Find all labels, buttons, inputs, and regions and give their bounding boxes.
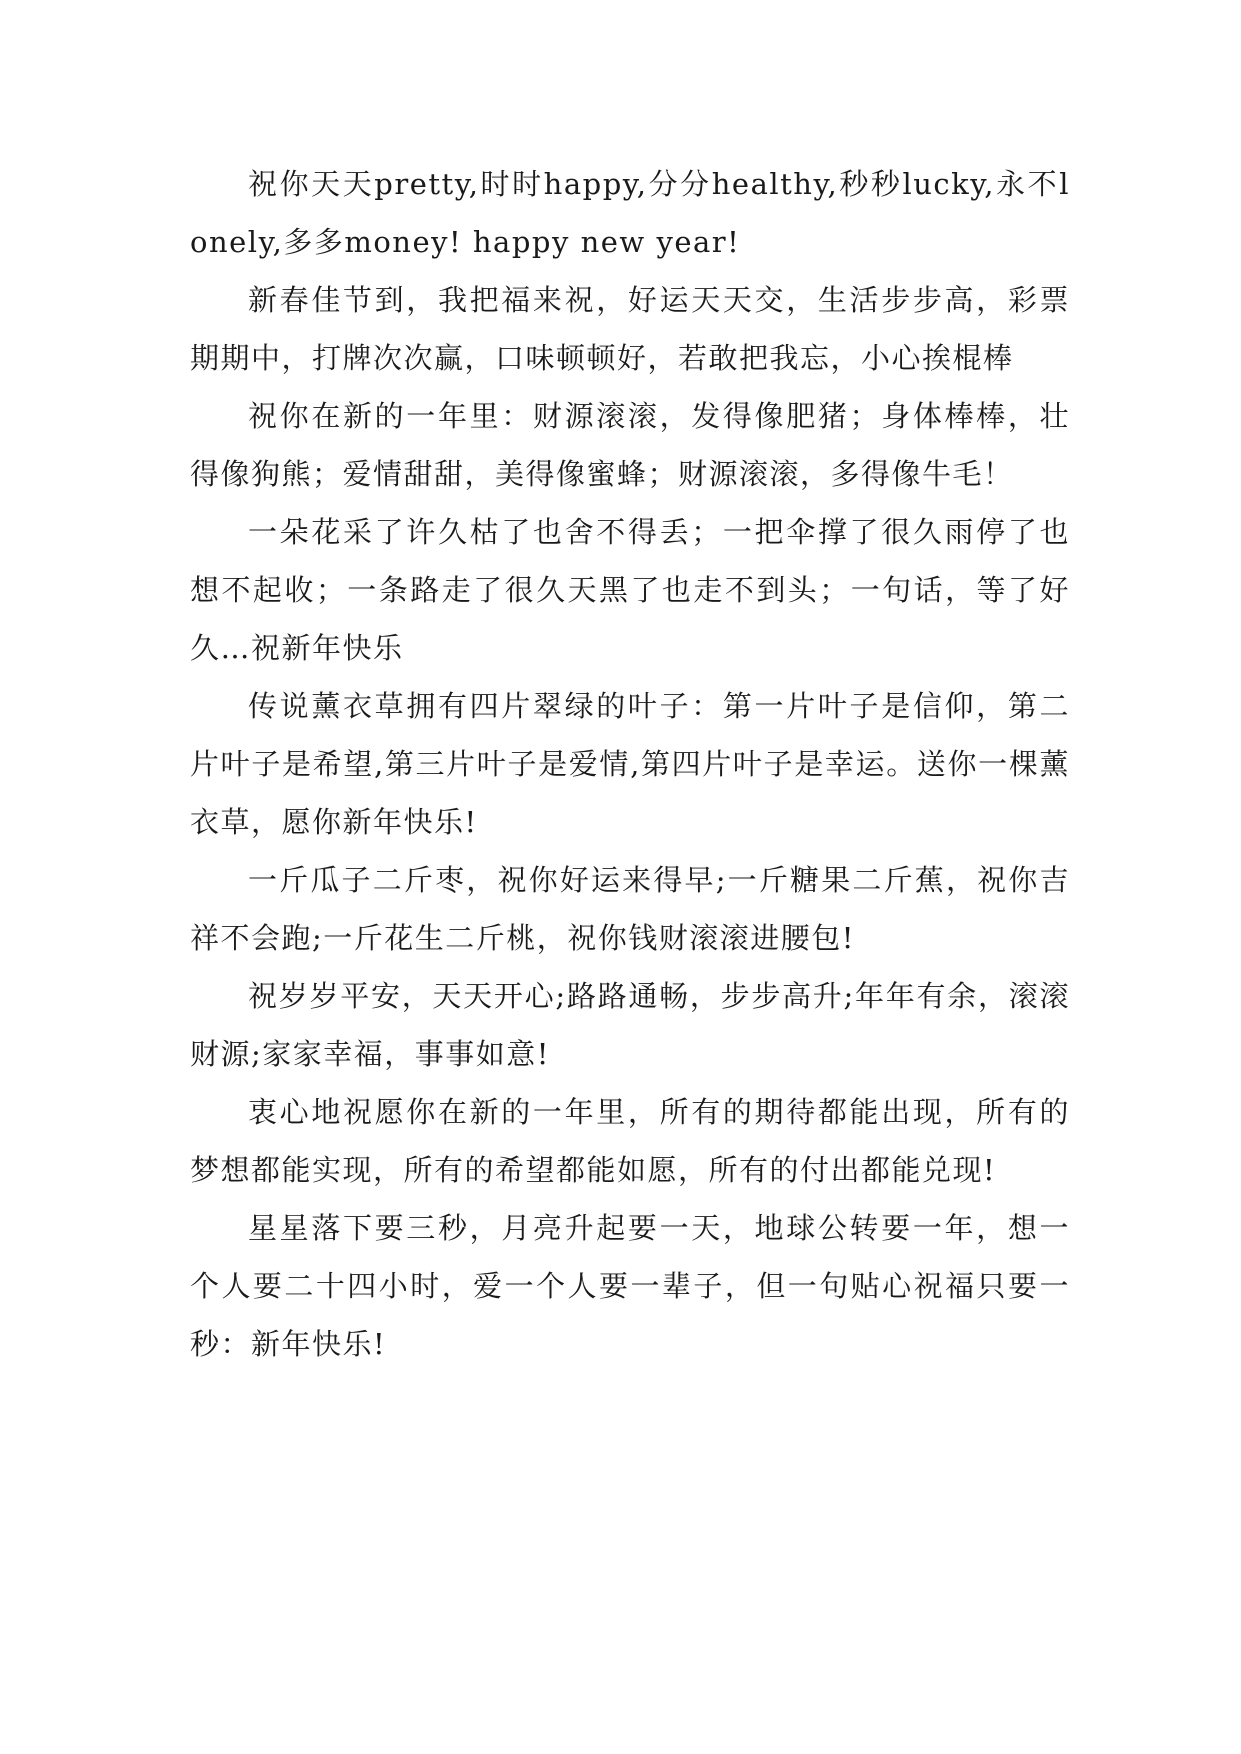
paragraph: 祝岁岁平安，天天开心;路路通畅，步步高升;年年有余，滚滚财源;家家幸福，事事如意!: [190, 979, 1070, 1071]
paragraph: 传说薰衣草拥有四片翠绿的叶子：第一片叶子是信仰，第二片叶子是希望,第三片叶子是爱情,第四片叶子是幸运。送你一棵薰衣草，愿你新年快乐!: [190, 689, 1070, 839]
paragraph: 一朵花采了许久枯了也舍不得丢；一把伞撑了很久雨停了也想不起收；一条路走了很久天黑了也走不到头；一句话，等了好久…祝新年快乐: [190, 515, 1070, 665]
paragraph: 一斤瓜子二斤枣，祝你好运来得早;一斤糖果二斤蕉，祝你吉祥不会跑;一斤花生二斤桃，祝你钱财滚滚进腰包!: [190, 863, 1070, 955]
document-body: [190, 155, 1070, 1373]
paragraph: 祝你天天pretty,时时happy,分分healthy,秒秒lucky,永不lonely,多多money! happy new year!: [190, 167, 1070, 259]
paragraph: 新春佳节到，我把福来祝，好运天天交，生活步步高，彩票期期中，打牌次次赢，口味顿顿好，若敢把我忘，小心挨棍棒: [190, 283, 1070, 375]
paragraph: 星星落下要三秒，月亮升起要一天，地球公转要一年，想一个人要二十四小时，爱一个人要一辈子，但一句贴心祝福只要一秒：新年快乐!: [190, 1211, 1070, 1361]
paragraph: 祝你在新的一年里：财源滚滚，发得像肥猪；身体棒棒，壮得像狗熊；爱情甜甜，美得像蜜蜂；财源滚滚，多得像牛毛！: [190, 399, 1070, 491]
paragraph: 衷心地祝愿你在新的一年里，所有的期待都能出现，所有的梦想都能实现，所有的希望都能如愿，所有的付出都能兑现!: [190, 1095, 1070, 1187]
